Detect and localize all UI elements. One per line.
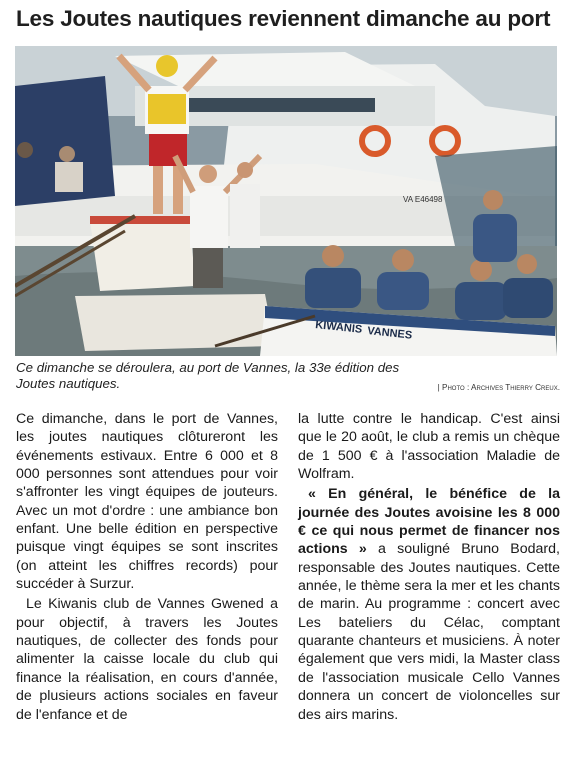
bodard-quote: « En général, le bénéfice de la journée des Joutes avoisine les 8 000 € ce qui nous permet de financer nos actions » <box>298 486 560 558</box>
article-headline: Les Joutes nautiques reviennent dimanche au port <box>16 6 551 31</box>
boat-text-vannes: VANNES <box>366 325 413 342</box>
article-column-right <box>298 410 560 724</box>
paragraph-3 <box>298 485 560 723</box>
paragraph-2-start: Le Kiwanis club de Vannes Gwened a pour objectif, à travers les Joutes nautiques, de collecter des fonds pour alimenter la caisse locale du club qui finance la réalisation, en cours d'année, de plusieurs actions sociales en faveur de l'enfance et de <box>16 596 278 723</box>
article-column-left <box>16 410 278 724</box>
photo-credit: | Photo : Archives Thierry Creux. <box>437 383 560 392</box>
paragraph-1: Ce dimanche, dans le port de Vannes, les joutes nautiques clôtureront les événements estivaux. Entre 6 000 et 8 000 personnes sont attendues pour voir s'affronter les vingt équipes de jouteurs. Avec un mot d'ordre : une ambiance bon enfant. Une belle édition en perspective puisque vingt équipes se sont inscrites (on atteint les chiffres records) pour succéder à Surzur. <box>16 411 278 593</box>
boat-text-kiwanis: KIWANIS <box>314 319 363 336</box>
article-photo <box>15 46 557 356</box>
paragraph-2-end: la lutte contre le handicap. C'est ainsi que le 20 août, le club a remis un chèque de 1 500 € à l'association Maladie de Wolfram. <box>298 411 560 483</box>
photo-illustration <box>15 46 557 356</box>
paragraph-3-rest: a souligné Bruno Bodard, responsable des Joutes nautiques. Cette année, le thème sera la mer et les chants de marin. Au programme : concert avec Les bateliers du Célac, comptant quarante chanteurs et musiciens. À noter également que vers midi, la Master class de l'association musicale Cello Vannes donnera un concert de violoncelles sur des airs marins. <box>298 541 560 723</box>
photo-caption: Ce dimanche se déroulera, au port de Vannes, la 33e édition des Joutes nautiques. <box>16 360 400 391</box>
hull-registration: VA E46498 <box>403 195 443 204</box>
